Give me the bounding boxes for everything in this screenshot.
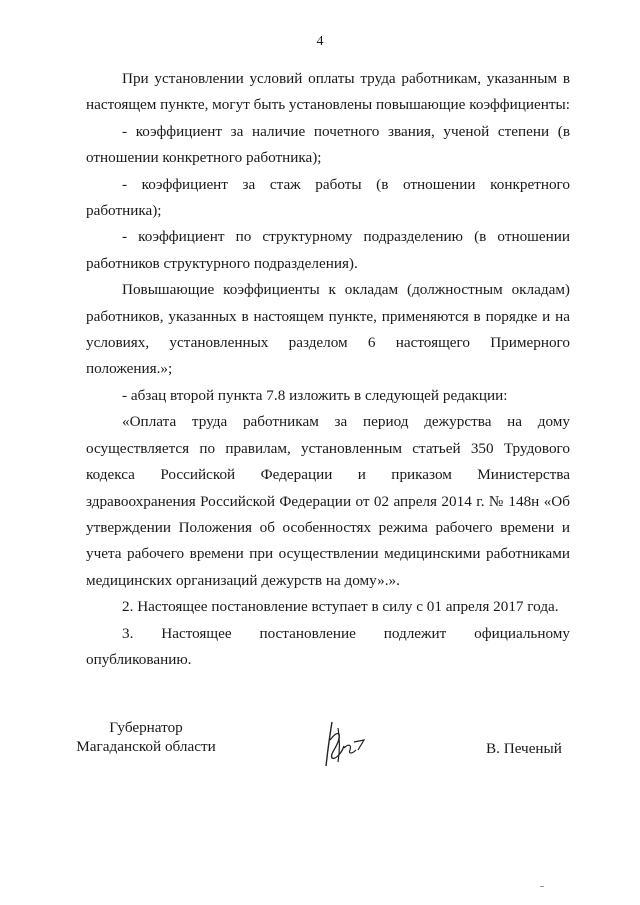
signer-title-line-2: Магаданской области <box>76 738 216 755</box>
signer-title <box>76 718 216 756</box>
paragraph-amendment-7-8: - абзац второй пункта 7.8 изложить в следующей редакции: <box>122 386 508 404</box>
paragraph-effective-date: 2. Настоящее постановление вступает в силу с 01 апреля 2017 года. <box>122 598 559 616</box>
paragraph-coefficient-experience: - коэффициент за стаж работы (в отношении конкретного работника); <box>86 175 570 220</box>
document-body <box>86 66 570 673</box>
signer-name: В. Печеный <box>486 740 562 757</box>
signer-title-line-1: Губернатор <box>109 719 183 736</box>
paragraph-coefficient-department: - коэффициент по структурному подразделению (в отношении работников структурного подразделения). <box>86 228 570 272</box>
paragraph-duty-pay: «Оплата труда работникам за период дежурства на дому осуществляется по правилам, установленным статьей 350 Трудового кодекса Российской Федерации и приказом Министерства здравоохранения Российской Федерации от 02 апреля 2014 г. № 148н «Об утверждении Положения об особенностях режима рабочего времени и учета рабочего времени при осуществлении медицинскими работниками медицинских организаций дежурств на дому».». <box>86 413 570 589</box>
signature-block <box>0 718 640 788</box>
handwritten-signature <box>318 718 374 770</box>
scan-artifact <box>540 886 544 887</box>
paragraph-coefficients-application: Повышающие коэффициенты к окладам (должностным окладам) работников, указанных в настоящем пункте, применяются в порядке и на условиях, установленных разделом 6 настоящего Примерного положения.»; <box>86 281 570 378</box>
paragraph-coefficients-intro: При установлении условий оплаты труда работникам, указанным в настоящем пункте, могут быть установлены повышающие коэффициенты: <box>86 70 570 114</box>
paragraph-coefficient-honorary-title: - коэффициент за наличие почетного звания, ученой степени (в отношении конкретного работника); <box>86 122 570 167</box>
page-number: 4 <box>316 34 324 49</box>
paragraph-publication: 3. Настоящее постановление подлежит официальному опубликованию. <box>86 624 570 668</box>
